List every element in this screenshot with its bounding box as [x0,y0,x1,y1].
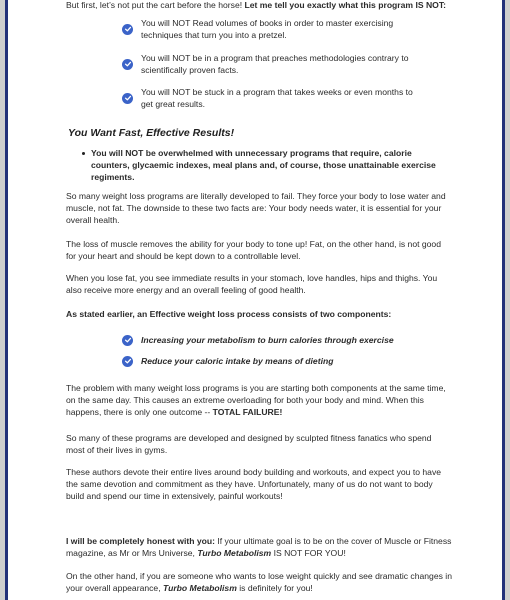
components-list [122,353,422,369]
check-circle-icon [122,335,133,346]
not-list-item [122,17,422,41]
paragraph-3: When you lose fat, you see immediate results in your stomach, love handles, hips and thighs. You also receive more energy and an overall feeling of good health. [66,273,438,296]
bullet-dot-icon [82,152,85,155]
document-page [5,0,505,600]
paragraph-8-bold: I will be completely honest with you: [66,536,215,546]
components-list-text: Increasing your metabolism to burn calories through exercise [141,334,394,345]
paragraph-8 [66,535,452,559]
section-heading: You Want Fast, Effective Results! [68,127,235,139]
check-circle-icon [122,59,133,70]
not-list [122,52,422,76]
not-list [122,17,422,41]
paragraph-4: As stated earlier, an Effective weight loss process consists of two components: [66,309,392,319]
paragraph-9 [66,570,452,594]
bullet-text: You will NOT be overwhelmed with unnecessary programs that require, calorie counters, glycaemic indexes, meal plans and, of course, those unattainable exercise regiments. [91,148,436,183]
components-list-text: Reduce your caloric intake by means of dieting [141,355,334,366]
components-list [122,332,422,348]
paragraph-1: So many weight loss programs are literally developed to fail. They force your body to lose water and muscle, not fat. The downside to these two facts are: Your body needs water, it is essential for your overall health. [66,191,446,226]
intro-paragraph [66,0,456,11]
not-list-text: You will NOT be stuck in a program that takes weeks or even months to get great results. [141,86,413,109]
not-list-text: You will NOT Read volumes of books in order to master exercising techniques that turn you into a pretzel. [141,17,394,40]
paragraph-5 [66,382,452,419]
not-list-item [122,52,422,76]
paragraph-8-brand: Turbo Metabolism [197,548,272,559]
not-list-item [122,86,422,110]
paragraph-6: So many of these programs are developed and designed by sculpted fitness fanatics who spend most of their lives in gyms. [66,433,432,456]
bullet-item [82,147,442,184]
paragraph-5-lead: The problem with many weight loss programs is you are starting both components at the same time, on the same day. This causes an extreme overloading for both your body and mind. When this happens, there is only one outcome -- [66,383,446,418]
paragraph-9-brand: Turbo Metabolism [162,583,237,594]
paragraph-2: The loss of muscle removes the ability for your body to tone up! Fat, on the other hand, is not good for your heart and should be kept down to a controllable level. [66,239,441,262]
paragraph-9-b: is definitely for you! [236,583,313,594]
intro-lead: But first, let’s not put the cart before the horse! [66,0,245,10]
intro-bold: Let me tell you exactly what this program IS NOT: [244,0,447,10]
paragraph-8-b: IS NOT FOR YOU! [271,548,346,559]
paragraph-9-a: On the other hand, if you are someone who wants to lose weight quickly and see dramatic changes in your overall appearance, [66,571,452,594]
check-circle-icon [122,24,133,35]
paragraph-5-bold: TOTAL FAILURE! [212,407,283,418]
not-list-text: You will NOT be in a program that preaches methodologies contrary to scientifically proven facts. [141,52,409,75]
check-circle-icon [122,356,133,367]
components-list-item [122,332,422,348]
not-list [122,86,422,110]
paragraph-7: These authors devote their entire lives around body building and workouts, and expect you to have the same devotion and commitment as they have. Unfortunately, many of us do not want to body build and spend our time in extensively, painful workouts! [66,467,442,502]
paragraph-8-a: If your ultimate goal is to be on the cover of Muscle or Fitness magazine, as Mr or Mrs Universe, [66,536,452,559]
components-list-item [122,353,422,369]
check-circle-icon [122,93,133,104]
